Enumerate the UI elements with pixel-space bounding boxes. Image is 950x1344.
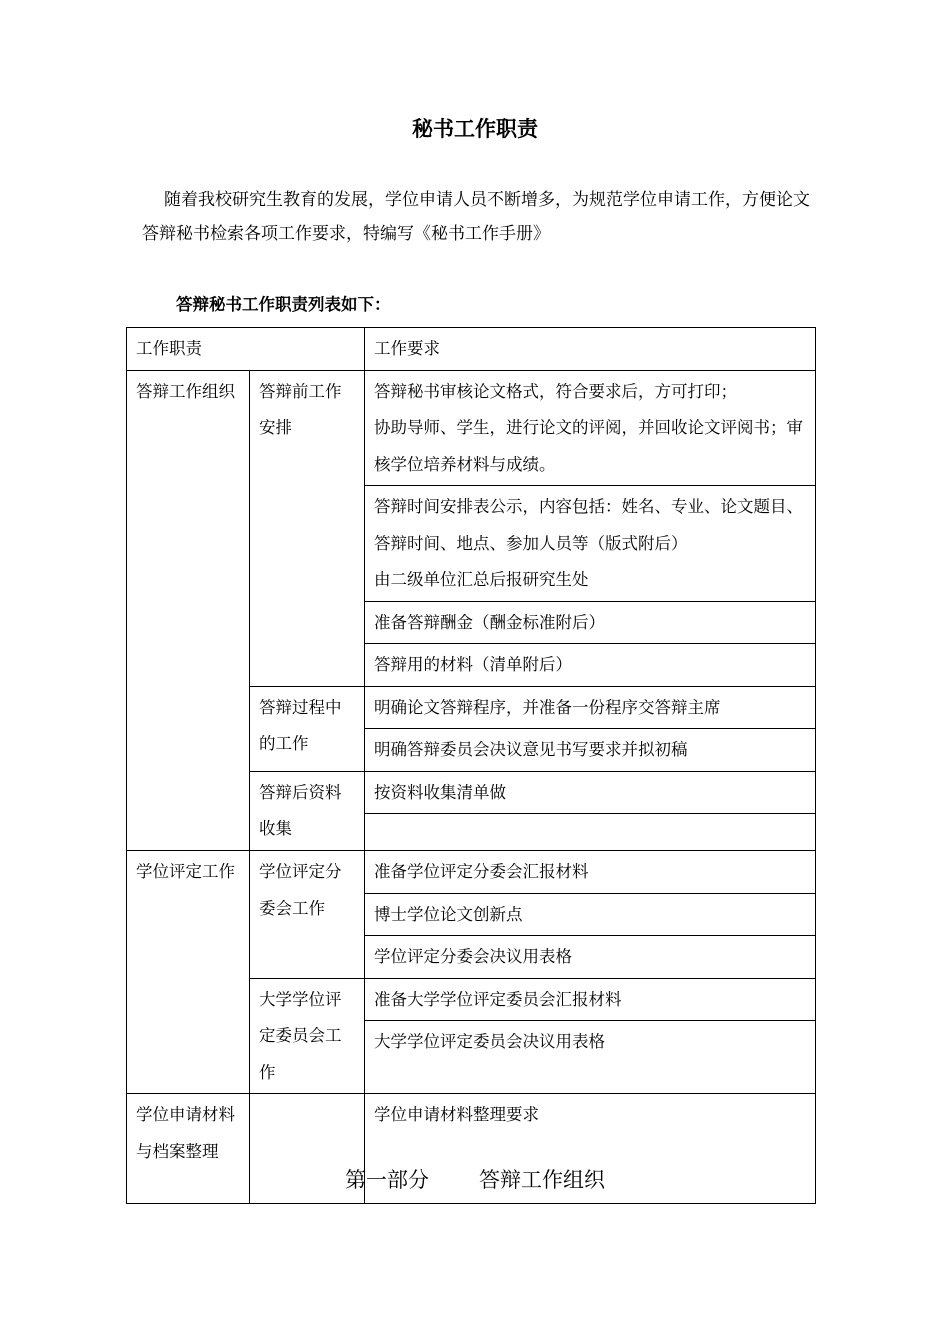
intro-text: 随着我校研究生教育的发展，学位申请人员不断增多，为规范学位申请工作，方便论文答辩秘书检索各项工作要求，特编写《秘书工作手册》 [142,190,810,244]
requirement-line: 答辩秘书审核论文格式，符合要求后，方可打印； [374,381,737,401]
requirement-cell: 学位评定分委会决议用表格 [365,936,816,979]
table-row [127,370,816,486]
section-number: 第一部分 [345,1168,429,1192]
requirement-cell: 准备学位评定分委会汇报材料 [365,851,816,894]
requirement-cell [365,486,816,602]
duties-table [126,327,816,1204]
group-label: 答辩工作组织 [127,370,250,851]
requirement-cell: 明确答辩委员会决议意见书写要求并拟初稿 [365,729,816,772]
requirement-cell: 准备答辩酬金（酬金标准附后） [365,601,816,644]
subgroup-label: 学位评定分委会工作 [250,851,365,979]
table-caption: 答辩秘书工作职责列表如下： [176,295,391,314]
requirement-cell: 答辩用的材料（清单附后） [365,644,816,687]
table-row [127,851,816,894]
table-header-row [127,328,816,371]
group-label: 学位申请材料与档案整理 [127,1094,250,1204]
requirement-cell: 大学学位评定委员会决议用表格 [365,1021,816,1094]
requirement-line: 由二级单位汇总后报研究生处 [374,570,589,589]
subgroup-label: 大学学位评定委员会工作 [250,978,365,1094]
header-duty: 工作职责 [127,328,365,371]
requirement-cell: 按资料收集清单做 [365,771,816,814]
requirement-cell: 学位申请材料整理要求 [365,1094,816,1204]
requirement-cell-empty [365,814,816,851]
requirement-line: 协助导师、学生，进行论文的评阅，并回收论文评阅书；审核学位培养材料与成绩。 [374,418,803,474]
header-requirement: 工作要求 [365,328,816,371]
section-heading [0,1164,950,1196]
intro-paragraph [142,183,822,251]
requirement-cell: 明确论文答辩程序，并准备一份程序交答辩主席 [365,686,816,729]
requirement-cell [365,370,816,486]
group-label: 学位评定工作 [127,851,250,1094]
subgroup-label: 答辩后资料收集 [250,771,365,851]
requirement-cell: 博士学位论文创新点 [365,893,816,936]
subgroup-label: 答辩过程中的工作 [250,686,365,771]
page-title: 秘书工作职责 [412,117,538,141]
subgroup-label: 答辩前工作安排 [250,370,365,686]
section-name: 答辩工作组织 [479,1168,605,1192]
requirement-cell: 准备大学学位评定委员会汇报材料 [365,978,816,1021]
requirement-line: 答辩时间安排表公示，内容包括：姓名、专业、论文题目、答辩时间、地点、参加人员等（版式附后） [374,497,803,553]
